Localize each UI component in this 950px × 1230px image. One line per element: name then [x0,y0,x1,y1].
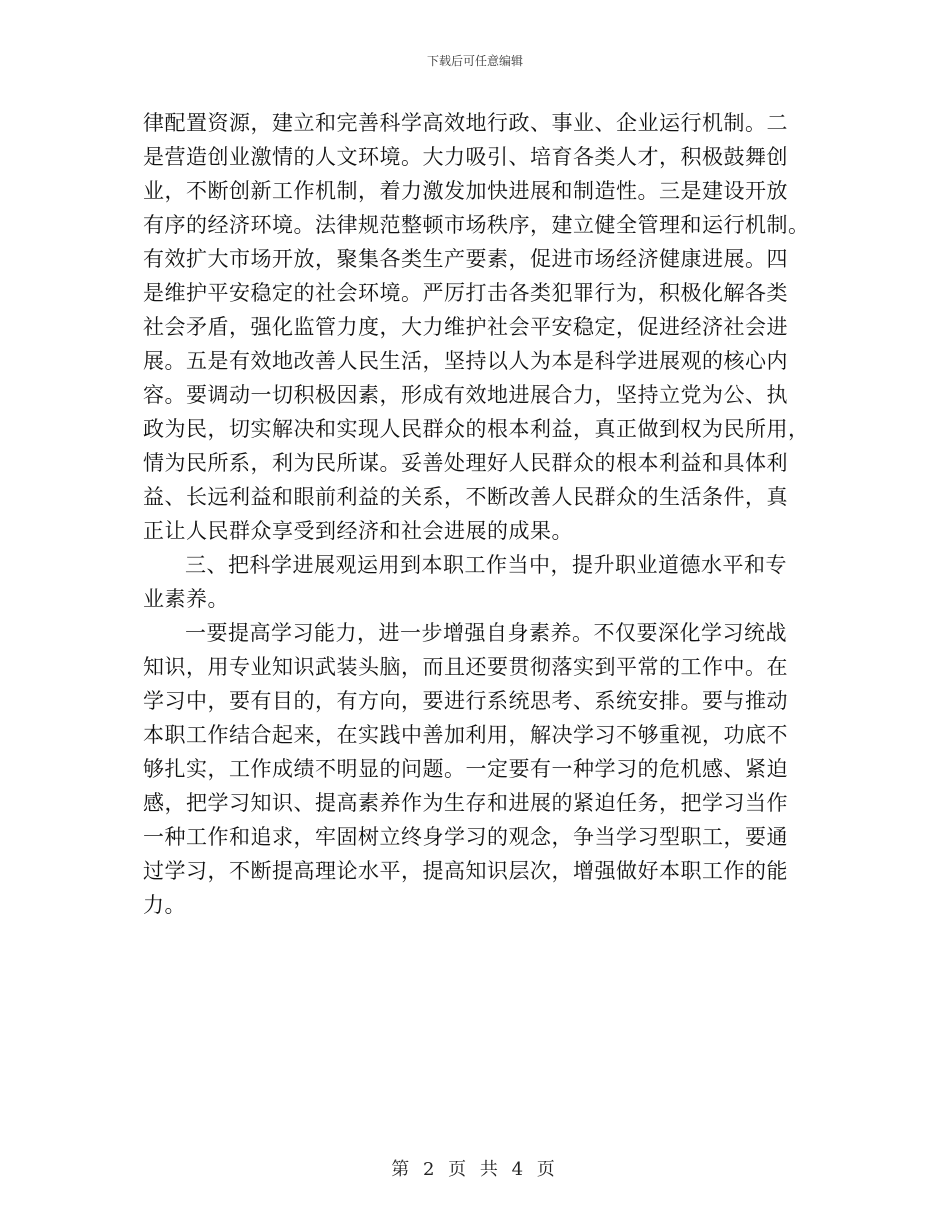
text-line: 业，不断创新工作机制，着力激发加快进展和制造性。三是建设开放 [143,179,788,203]
page-footer: 第 2 页 共 4 页 [391,1159,559,1180]
text-line: 过学习，不断提高理论水平，提高知识层次，增强做好本职工作的能 [143,859,788,883]
text-line: 是营造创业激情的人文环境。大力吸引、培育各类人才，积极鼓舞创 [143,145,788,169]
text-line: 是维护平安稳定的社会环境。严厉打击各类犯罪行为，积极化解各类 [143,281,788,305]
text-line: 社会矛盾，强化监管力度，大力维护社会平安稳定，促进经济社会进 [143,315,788,339]
text-line: 益、长远利益和眼前利益的关系，不断改善人民群众的生活条件，真 [143,485,788,509]
document-body [143,106,810,922]
text-line: 够扎实，工作成绩不明显的问题。一定要有一种学习的危机感、紧迫 [143,757,788,781]
section-heading-line: 业素养。 [143,587,229,611]
text-line: 有效扩大市场开放，聚集各类生产要素，促进市场经济健康进展。四 [143,247,788,271]
page-header: 下载后可任意编辑 [426,54,523,68]
text-line: 有序的经济环境。法律规范整顿市场秩序，建立健全管理和运行机制。 [143,213,810,237]
text-line: 一种工作和追求，牢固树立终身学习的观念，争当学习型职工，要通 [143,825,788,849]
text-line: 感，把学习知识、提高素养作为生存和进展的紧迫任务，把学习当作 [143,791,788,815]
text-line: 知识，用专业知识武装头脑，而且还要贯彻落实到平常的工作中。在 [143,655,788,679]
section-heading-line: 三、把科学进展观运用到本职工作当中，提升职业道德水平和专 [185,553,787,577]
text-line: 一要提高学习能力，进一步增强自身素养。不仅要深化学习统战 [185,621,787,645]
text-line: 正让人民群众享受到经济和社会进展的成果。 [143,519,573,543]
text-line: 学习中，要有目的，有方向，要进行系统思考、系统安排。要与推动 [143,689,788,713]
text-line: 本职工作结合起来，在实践中善加利用，解决学习不够重视，功底不 [143,723,788,747]
text-line: 情为民所系，利为民所谋。妥善处理好人民群众的根本利益和具体利 [143,451,788,475]
text-line: 容。要调动一切积极因素，形成有效地进展合力，坚持立党为公、执 [143,383,788,407]
text-line: 律配置资源，建立和完善科学高效地行政、事业、企业运行机制。二 [143,111,788,135]
text-line: 力。 [143,893,186,917]
text-line: 展。五是有效地改善人民生活，坚持以人为本是科学进展观的核心内 [143,349,788,373]
text-line: 政为民，切实解决和实现人民群众的根本利益，真正做到权为民所用， [143,417,810,441]
